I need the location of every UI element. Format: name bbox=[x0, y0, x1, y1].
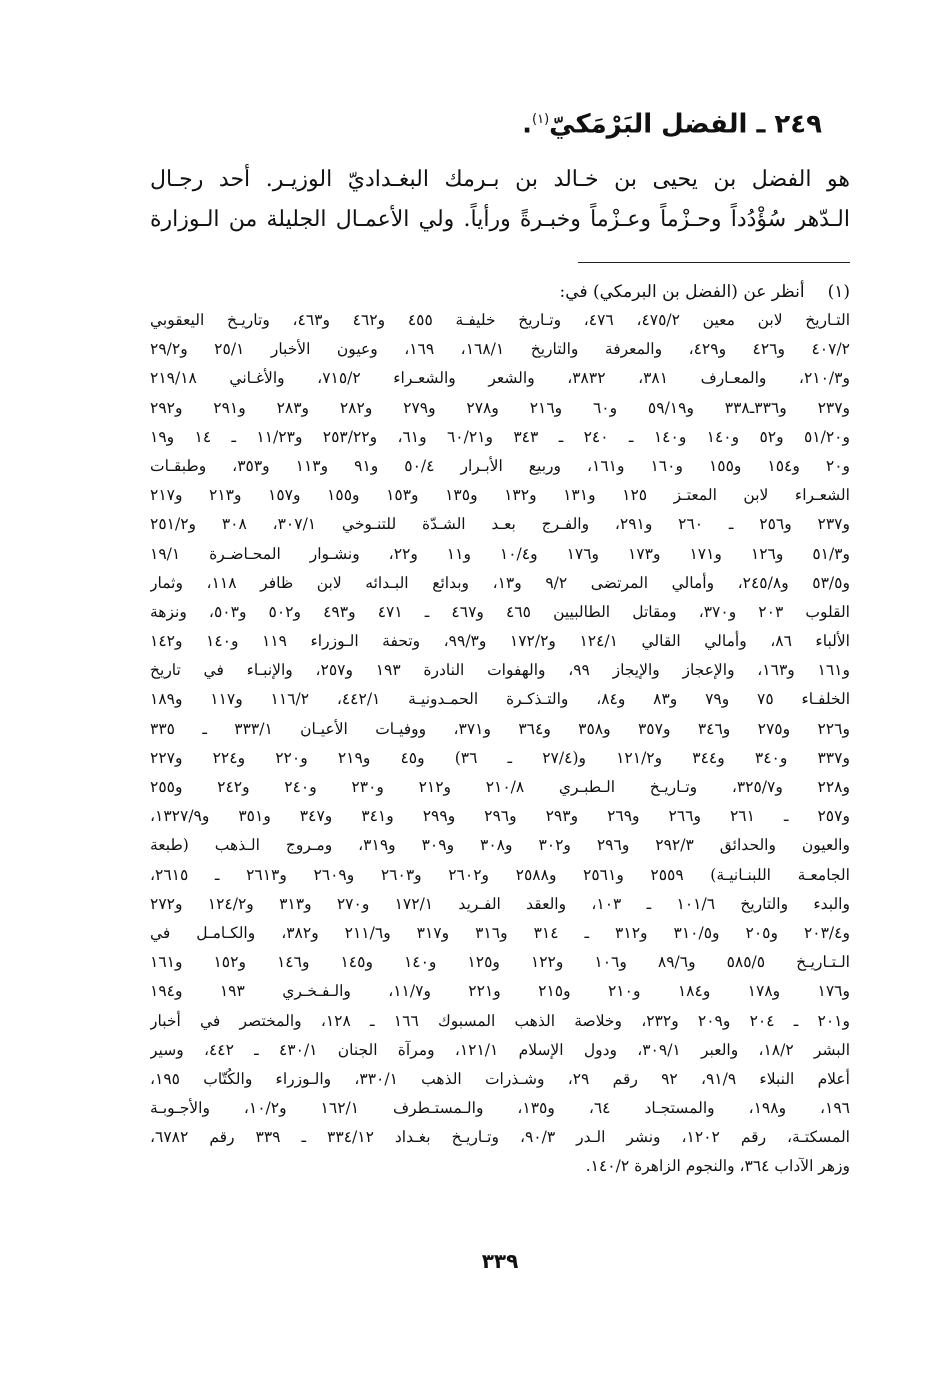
footnote-line: الشعـراء لابن المعتـز ١٢٥ و١٣١ و١٣٢ و١٣٥ و١٥٣ و١٥٥ و١٥٧ و٢١٣ و٢١٧ bbox=[150, 486, 850, 505]
footnote-line: المسكتـة، رقم ١٢٠٢، ونشر الـدر ٩٠/٣، وتـاريـخ بغـداد ٣٣٤/١٢ ـ ٣٣٩ رقم ٦٧٨٢، bbox=[150, 1128, 850, 1147]
footnote-line: و٢٠ و١٥٤ و١٥٥ و١٦٠ و١٦١، وربيع الأبـرار ٥٠/٤ و٩١ و١١٣ و٣٥٣، وطبقـات bbox=[150, 456, 850, 475]
footnote-line: و٢٠٣/٤ و٢٠٥ و٣١٠/٥ و٣١٢ ـ ٣١٤ و٣١٦ و٣١٧ و٢١١/٦ و٣٨٢، والكـامـل في bbox=[150, 923, 850, 942]
footnote bbox=[150, 278, 850, 1182]
footnote-line: الخلفـاء ٧٥ و٧٩ و٨٣ و٨٤، والتـذكـرة الحمـدونيـة ٤٤٢/١، ١١٦/٢ و١١٧ و١٨٩ bbox=[150, 690, 850, 709]
footnote-line: و٣٣٧ و٣٤٠ و٣٤٤ و١٢١/٢ و(٢٧/٤ ـ ٣٦) و٤٥ و٢١٩ و٢٢٠ و٢٢٤ و٢٢٧ bbox=[150, 748, 850, 767]
footnote-intro: أنظر عن (الفضل بن البرمكي) في: bbox=[559, 282, 805, 302]
footnote-line: التـاريخ لابن معين ٤٧٥/٢، ٤٧٦، وتـاريخ خليفـة ٤٥٥ و٤٦٢ و٤٦٣، وتاريـخ اليعقوبي bbox=[150, 311, 850, 329]
entry-heading bbox=[522, 102, 822, 143]
footnote-line: القلوب ٢٠٣ و٣٧٠، ومقاتل الطالبيين ٤٦٥ و٤٦٧ ـ ٤٧١ و٤٩٣ و٥٠٢ و٥٠٣، ونزهة bbox=[150, 602, 850, 621]
footnote-line: و٥١/٣ و١٢٦ و١٧١ و١٧٣ و١٧٦ و١٠/٤ و١١ و٢٢، ونشـوار المحـاضـرة ١٩/١ bbox=[150, 544, 850, 563]
footnote-line: أعلام النبلاء ٩١/٩، ٩٢ رقم ٢٩، وشـذرات الذهب ٣٣٠/١، والـوزراء والكُتّاب ١٩٥، bbox=[150, 1069, 850, 1088]
footnote-line: الجامعـة اللبنـانيـة) ٢٥٥٩ و٢٥٦١ و٢٥٨٨ و٢٦٠٢ و٢٦٠٣ و٢٦٠٩ و٢٦١٣ ـ ٢٦١٥، bbox=[150, 865, 850, 884]
footnote-line: و١٦١ و١٦٣، والإعجاز والإيجاز ٩٩، والهفوات النادرة ١٩٣ و٢٥٧، والإنبـاء في تاريخ bbox=[150, 661, 850, 680]
footnote-line: و٥١/٢٠ و٥٢ و١٤٠ و١٤٠ ـ ٢٤٠ ـ ٣٤٣ و٦٠/٢١ و٦١، و٢٥٣/٢٢ و١١/٢٣ ـ ١٤ و١٩ bbox=[150, 427, 850, 446]
footnote-line: ١٩٦، و١٩٨، والمستجـاد ٦٤، و١٣٥، والـمستـطرف ١٦٢/١ و١٠/٢، والأجـوبـة bbox=[150, 1099, 850, 1118]
footnote-line: و٢٥٧ ـ ٢٦١ و٢٦٦ و٢٦٩ و٢٩٣ و٢٩٦ و٢٩٩ و٣٤١ و٣٤٧ و٣٥١ و١٣٢٧/٩، bbox=[150, 807, 850, 826]
footnote-reference: (١) bbox=[532, 112, 550, 127]
footnote-line: و٢٣٧ و٣٣٦ـ٣٣٨ و٥٩/١٩ و٦٠ و٢١٦ و٢٧٨ و٢٧٩ و٢٨٢ و٢٨٣ و٢٩١ و٢٩٢ bbox=[150, 398, 850, 417]
footnote-number: (١) bbox=[827, 282, 850, 302]
footnote-line: و٥٣/٥ و٢٤٥/٨، وأمالي المرتضى ٩/٢ و١٣، وبدائع البـدائه لابن ظافر ١١٨، وثمار bbox=[150, 573, 850, 592]
footnote-heading bbox=[150, 278, 850, 306]
footnote-line: البشر ١٨/٢، والعبر ٣٠٩/١، ودول الإسلام ١٢١/١، ومرآة الجنان ٤٣٠/١ ـ ٤٤٢، وسير bbox=[150, 1040, 850, 1059]
footnote-line: و٢٢٨ و٣٢٥/٧، وتـاريـخ الـطبـري ٢١٠/٨ و٢١٢ و٢٣٠ و٢٤٠ و٢٤٢ و٢٥٥ bbox=[150, 778, 850, 796]
body-line: الـدّهر سُؤْدُداً وحـزْماً وعـزْماً وخبـرةً ورأياً. ولي الأعمـال الجليلة من الـوزارة bbox=[150, 207, 850, 232]
footnote-line: وزهر الآداب ٣٦٤، والنجوم الزاهرة ١٤٠/٢. bbox=[585, 1157, 850, 1176]
biography-text bbox=[150, 160, 850, 240]
footnote-line: والبدء والتاريخ ١٠١/٦ ـ ١٠٣، والعقد الفـريد ١٧٢/١ و٢٧٠ و٣١٣ و١٢٤/٢ و٢٧٢ bbox=[150, 894, 850, 913]
footnote-line: و٢٠١ ـ ٢٠٤ و٢٠٩ و٢٣٢، وخلاصة الذهب المسبوك ١٦٦ ـ ١٢٨، والمختصر في أخبار bbox=[150, 1011, 850, 1030]
page-number: ٣٣٩ bbox=[481, 1249, 519, 1273]
footnote-line: والعيون والحدائق ٢٩٢/٣ و٢٩٦ و٣٠٢ و٣٠٨ و٣٠٩ و٣١٩، ومـروج الـذهب (طبعة bbox=[150, 836, 850, 855]
footnote-line: الألباء ٨٦، وأمالي القالي ١٢٤/١ و١٧٢/٢ و٩٩/٣، وتحفة الـوزراء ١١٩ و١٤٠ و١٤٢ bbox=[150, 632, 850, 651]
footnote-line: و١٧٦ و١٧٨ و١٨٤ و٢١٠ و٢١٥ و٢٢١ و١١/٧، والـفـخـري ١٩٣ و١٩٤ bbox=[150, 982, 850, 1001]
footnote-line: و٢٣٧ و٢٥٦ ـ ٢٦٠ و٢٩١، والفـرج بعـد الشـدّة للتنـوخي ٣٠٧/١، ٣٠٨ و٢٥١/٢ bbox=[150, 515, 850, 534]
footnote-separator bbox=[578, 262, 850, 263]
body-line: هو الفضل بن يحيى بن خـالد بن بـرمك البغـداديّ الوزيـر. أحد رجـال bbox=[150, 167, 850, 192]
heading-period: . bbox=[522, 109, 532, 140]
footnote-line: و٢٢٦ و٢٧٥ و٣٤٦ و٣٥٧ و٣٥٨ و٣٦٤ و٣٧١، ووفيـات الأعيـان ٣٣٣/١ ـ ٣٣٥ bbox=[150, 719, 850, 738]
book-page bbox=[150, 82, 850, 1322]
footnote-line: و٢١٠/٣، والمعـارف ٣٨١، ٣٨٣٢، والشعر والشعـراء ٧١٥/٢، والأغـاني ٢١٩/١٨ bbox=[150, 369, 850, 388]
footnote-line: الـتـاريـخ ٥٨٥/٥ و٨٩/٦ و١٠٦ و١٢٢ و١٢٥ و١٤٠ و١٤٥ و١٤٦ و١٥٢ و١٦١ bbox=[150, 953, 850, 972]
entry-title: ٢٤٩ ـ الفضل البَرْمَكيّ bbox=[549, 109, 822, 140]
footnote-line: ٤٠٧/٢ و٤٢٦ و٤٢٩، والمعرفة والتاريخ ١٦٨/١، ١٦٩، وعيون الأخبار ٢٥/١ و٢٩/٢ bbox=[150, 340, 850, 359]
